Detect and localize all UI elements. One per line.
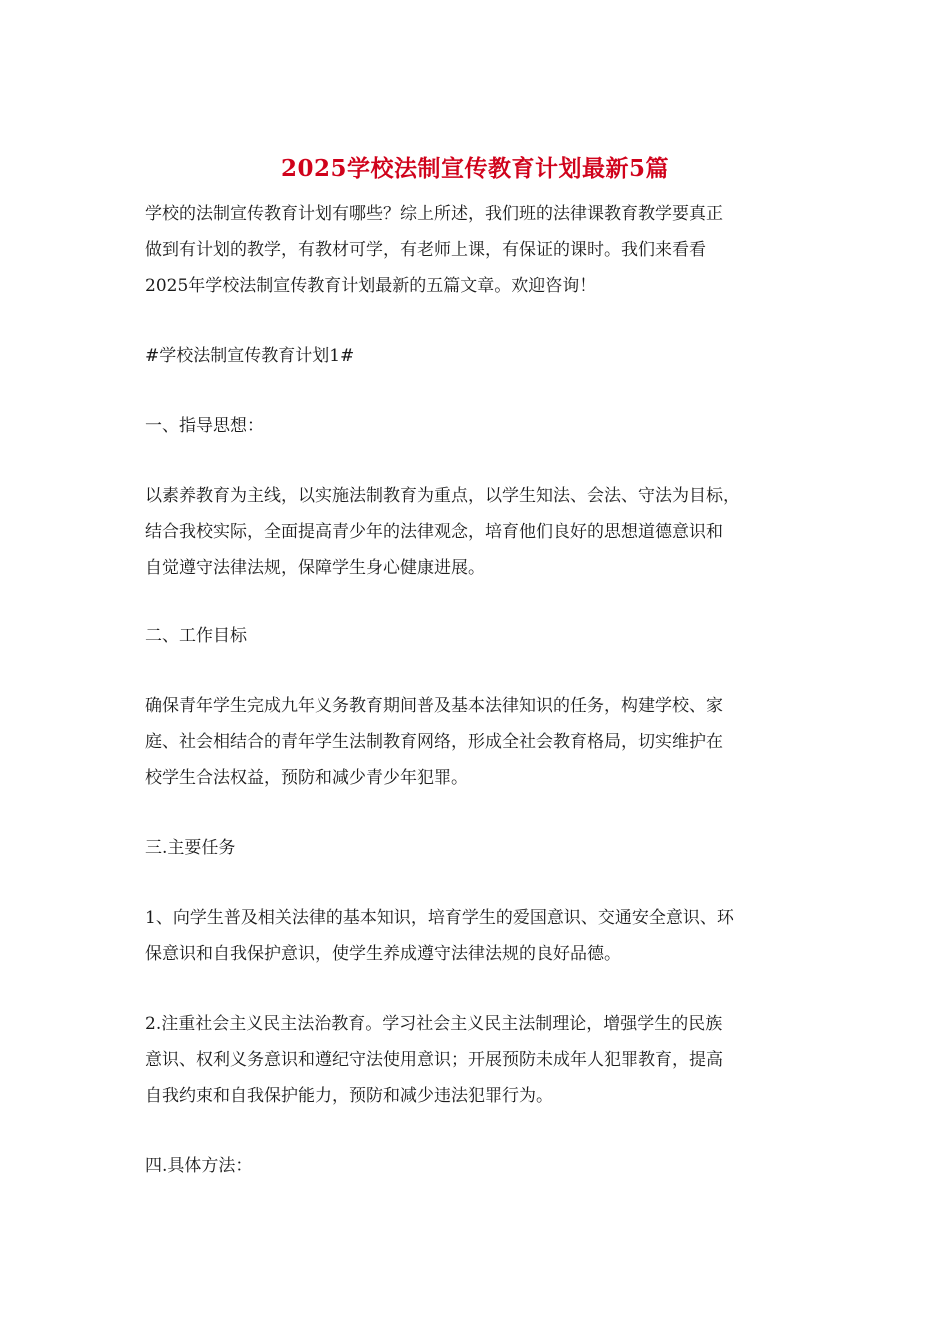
paragraph-line: 庭、社会相结合的青年学生法制教育网络，形成全社会教育格局，切实维护在 bbox=[145, 732, 723, 752]
paragraph-line: 确保青年学生完成九年义务教育期间普及基本法律知识的任务，构建学校、家 bbox=[145, 696, 723, 716]
intro-line: 学校的法制宣传教育计划有哪些？综上所述，我们班的法律课教育教学要真正 bbox=[145, 204, 723, 224]
paragraph-line: 保意识和自我保护意识，使学生养成遵守法律法规的良好品德。 bbox=[145, 944, 621, 964]
paragraph-line: 结合我校实际，全面提高青少年的法律观念，培育他们良好的思想道德意识和 bbox=[145, 522, 723, 542]
paragraph-line: 意识、权利义务意识和遵纪守法使用意识；开展预防未成年人犯罪教育，提高 bbox=[145, 1050, 723, 1070]
paragraph-line: 1、向学生普及相关法律的基本知识，培育学生的爱国意识、交通安全意识、环 bbox=[145, 908, 734, 928]
document-title: 2025学校法制宣传教育计划最新5篇 bbox=[280, 155, 670, 182]
section-heading: #学校法制宣传教育计划1# bbox=[145, 346, 355, 366]
task2-paragraph bbox=[145, 1006, 815, 1114]
part4-heading: 四.具体方法： bbox=[145, 1156, 253, 1176]
part3-heading: 三.主要任务 bbox=[145, 838, 236, 858]
task1-paragraph bbox=[145, 900, 815, 972]
paragraph-line: 自我约束和自我保护能力，预防和减少违法犯罪行为。 bbox=[145, 1086, 553, 1106]
paragraph-line: 以素养教育为主线，以实施法制教育为重点，以学生知法、会法、守法为目标， bbox=[145, 486, 740, 506]
part2-heading: 二、工作目标 bbox=[145, 626, 247, 646]
part2-paragraph bbox=[145, 688, 815, 796]
paragraph-line: 自觉遵守法律法规，保障学生身心健康进展。 bbox=[145, 558, 485, 578]
paragraph-line: 校学生合法权益，预防和减少青少年犯罪。 bbox=[145, 768, 468, 788]
part1-heading: 一、指导思想： bbox=[145, 416, 264, 436]
intro-line: 做到有计划的教学，有教材可学，有老师上课，有保证的课时。我们来看看 bbox=[145, 240, 706, 260]
part1-paragraph bbox=[145, 478, 815, 586]
paragraph-line: 2.注重社会主义民主法治教育。学习社会主义民主法制理论，增强学生的民族 bbox=[145, 1014, 723, 1034]
intro-line: 2025年学校法制宣传教育计划最新的五篇文章。欢迎咨询！ bbox=[145, 276, 597, 296]
intro-paragraph bbox=[145, 196, 815, 304]
